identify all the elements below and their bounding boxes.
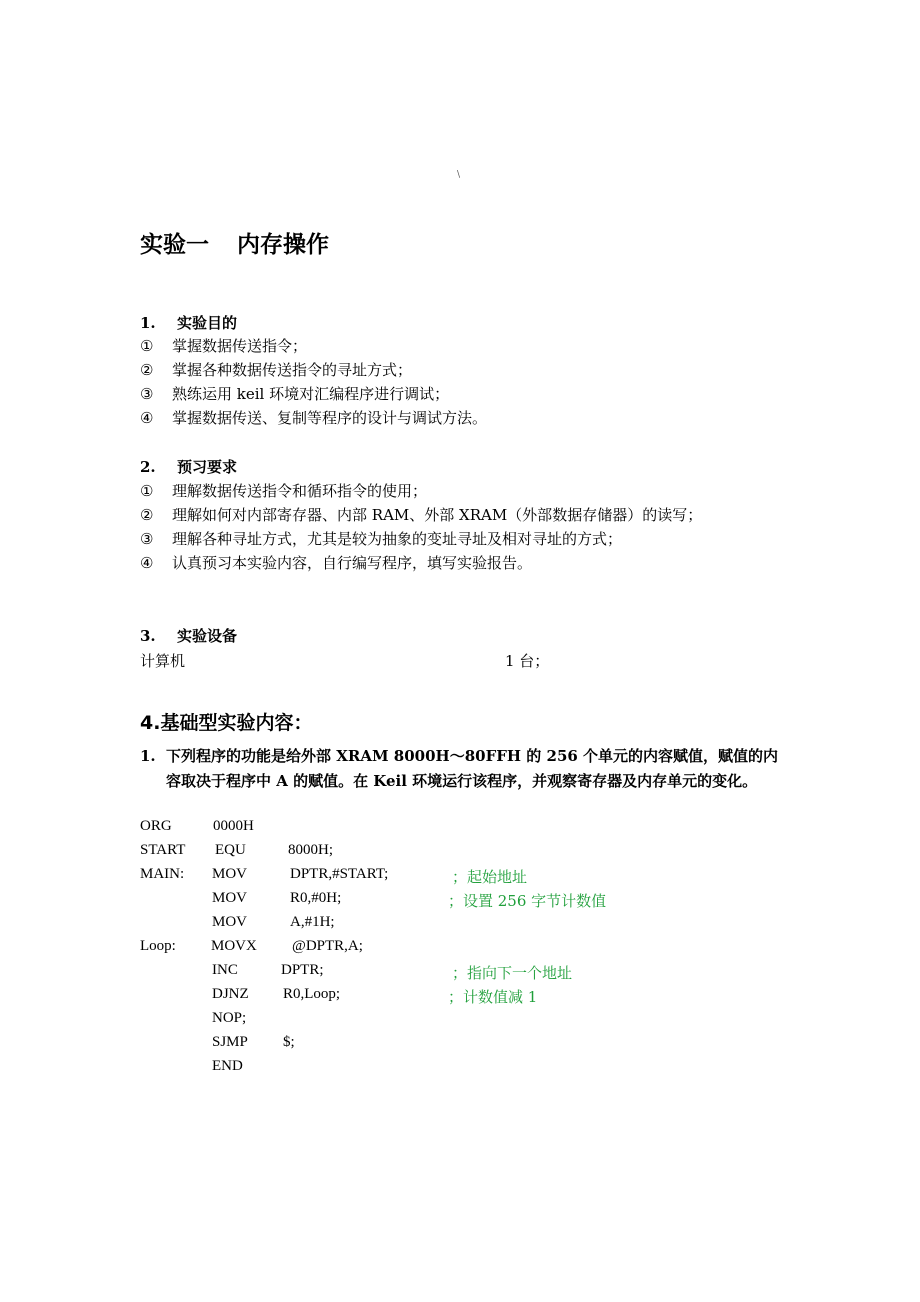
code-label: START [140, 842, 186, 858]
page-title [140, 226, 329, 259]
code-arg: DPTR,#START; [290, 866, 389, 882]
item-text: 掌握数据传送指令； [172, 337, 308, 355]
code-comment: ；计数值减 1 [448, 988, 538, 1006]
code-arg: R0,Loop; [283, 986, 341, 1002]
code-arg: @DPTR,A; [292, 938, 363, 954]
objective-item [140, 359, 412, 380]
item-marker: ① [140, 337, 154, 355]
requirement-item [140, 552, 532, 573]
code-op: 0000H [213, 818, 254, 834]
item-text: 理解各种寻址方式，尤其是较为抽象的变址寻址及相对寻址的方式； [172, 530, 623, 548]
section-1-title: 实验目的 [177, 314, 238, 332]
section-3-heading [140, 625, 237, 646]
item-marker: ④ [140, 554, 154, 572]
requirement-item [140, 528, 622, 549]
task-1-line-1 [140, 745, 778, 766]
code-comment: ；起始地址 [452, 868, 528, 886]
page-mark: \ [457, 170, 461, 180]
code-arg: $; [283, 1034, 295, 1050]
item-marker: ③ [140, 530, 154, 548]
code-op: MOV [212, 866, 248, 882]
code-op: MOV [212, 914, 248, 930]
code-label: Loop: [140, 938, 176, 954]
objective-item [140, 335, 307, 356]
code-op: DJNZ [212, 986, 249, 1002]
objective-item [140, 407, 487, 428]
item-marker: ④ [140, 409, 154, 427]
item-marker: ② [140, 506, 154, 524]
section-1-heading [140, 312, 237, 333]
code-arg: A,#1H; [290, 914, 335, 930]
code-op: MOV [212, 890, 248, 906]
item-text: 掌握数据传送、复制等程序的设计与调试方法。 [172, 409, 488, 427]
requirement-item [140, 504, 702, 525]
title-topic: 内存操作 [237, 232, 329, 258]
code-op: MOVX [211, 938, 257, 954]
code-op: END [212, 1058, 243, 1074]
requirement-item [140, 480, 427, 501]
item-text: 理解数据传送指令和循环指令的使用； [172, 482, 428, 500]
item-text: 掌握各种数据传送指令的寻址方式； [172, 361, 413, 379]
code-arg: DPTR; [281, 962, 324, 978]
code-op: SJMP [212, 1034, 248, 1050]
code-comment: ；指向下一个地址 [452, 964, 573, 982]
code-label: MAIN: [140, 866, 185, 882]
section-1-number: 1. [140, 314, 156, 332]
item-text: 熟练运用 keil 环境对汇编程序进行调试； [172, 385, 450, 403]
item-marker: ③ [140, 385, 154, 403]
code-op: EQU [215, 842, 246, 858]
code-op: NOP; [212, 1010, 247, 1026]
section-3-number: 3. [140, 627, 156, 645]
equipment-quantity: 1 台； [505, 652, 550, 670]
item-text: 认真预习本实验内容，自行编写程序，填写实验报告。 [172, 554, 533, 572]
section-2-heading [140, 456, 237, 477]
code-label: ORG [140, 818, 172, 834]
task-1-line-2: 容取决于程序中 A 的赋值。在 Keil 环境运行该程序，并观察寄存器及内存单元的变化。 [166, 772, 758, 790]
section-4-heading: 4.基础型实验内容： [140, 712, 313, 734]
title-experiment-number: 实验一 [140, 232, 209, 258]
section-2-number: 2. [140, 458, 156, 476]
task-1-number: 1. [140, 747, 156, 765]
item-text: 理解如何对内部寄存器、内部 RAM、外部 XRAM（外部数据存储器）的读写； [172, 506, 703, 524]
item-marker: ① [140, 482, 154, 500]
code-arg: 8000H; [288, 842, 333, 858]
section-2-title: 预习要求 [177, 458, 238, 476]
code-comment: ；设置 256 字节计数值 [448, 892, 607, 910]
equipment-name: 计算机 [140, 652, 186, 670]
item-marker: ② [140, 361, 154, 379]
code-op: INC [212, 962, 238, 978]
code-arg: R0,#0H; [290, 890, 342, 906]
objective-item [140, 383, 449, 404]
task-1-text-1: 下列程序的功能是给外部 XRAM 8000H～80FFH 的 256 个单元的内容赋值，赋值的内 [166, 747, 779, 765]
section-3-title: 实验设备 [177, 627, 238, 645]
